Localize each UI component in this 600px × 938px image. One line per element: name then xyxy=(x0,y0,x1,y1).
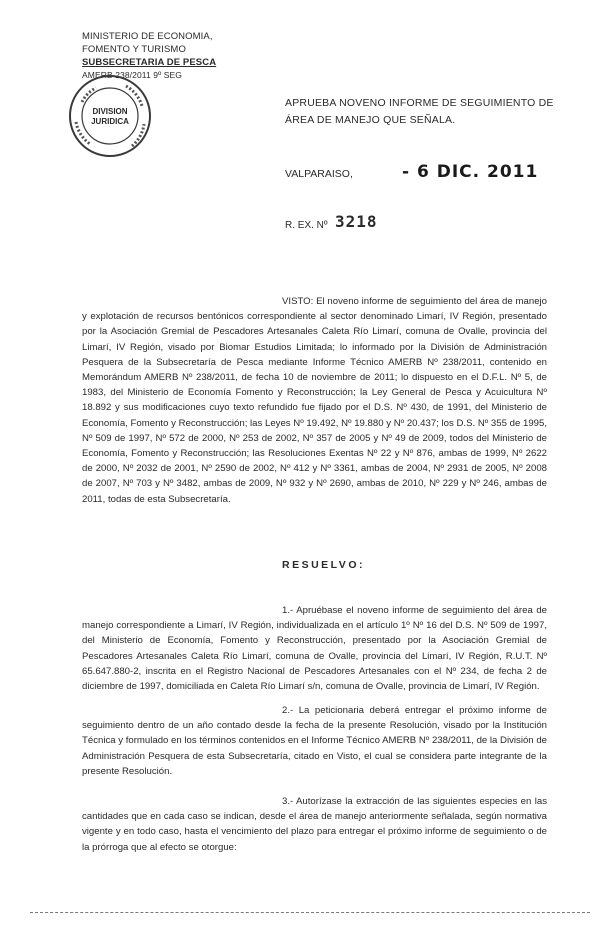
stamp-text-juridica: JURIDICA xyxy=(91,117,129,126)
letterhead-ministry: MINISTERIO DE ECONOMIA, xyxy=(82,31,213,42)
resuelvo-heading: RESUELVO: xyxy=(282,559,365,571)
article-1-text: 1.- Apruébase el noveno informe de seguimiento del área de manejo correspondiente a Limarí, IV Región, individualizada en el artículo 1º Nº 16 del D.S. Nº 509 de 1997, del Ministerio de Economía, Fomento y Reconstrucción, presentado por la Asociación Gremial de Pescadores Artesanales Caleta Río Limarí, comuna de Ovalle, provincia del Limarí, IV Región, R.U.T. Nº 65.647.880-2, inscrita en el Registro Nacional de Pescadores Artesanales con el Nº 234, de fecha 2 de diciembre de 1997, domiciliada en Caleta Río Limarí s/n, comuna de Ovalle, provincia de Limarí, IV Región. xyxy=(82,605,547,693)
page-bottom-dashed-rule xyxy=(30,912,590,921)
document-subject: APRUEBA NOVENO INFORME DE SEGUIMIENTO DE ÁREA DE MANEJO QUE SEÑALA. xyxy=(285,97,554,126)
article-3-text: 3.- Autorízase la extracción de las siguientes especies en las cantidades que en cada caso se indican, desde el área de manejo anteriormente señalada, según normativa vigente y en todo caso, hasta el vencimiento del plazo para entregar el próximo informe de seguimiento o de la prórroga que al efecto se otorgue: xyxy=(82,796,547,853)
visto-paragraph: VISTO: El noveno informe de seguimiento del área de manejo y explotación de recursos bentónicos correspondiente al sector denominado Limarí, IV Región, presentado por la Asociación Gremial de Pescadores Artesanales Caleta Río Limarí, comuna de Ovalle, provincia del Limarí, IV Región, visado por Biomar Estudios Limitada; lo informado por la División de Administración Pesquera de la Subsecretaría de Pesca mediante Informe Técnico AMERB Nº 238/2011, contenido en Memorándum AMERB Nº 238/2011, de fecha 10 de noviembre de 2011; lo dispuesto en el D.F.L. Nº 5, de 1983, del Ministerio de Economía Fomento y Reconstrucción; la Ley General de Pesca y Acuicultura Nº 18.892 y sus modificaciones cuyo texto refundido fue fijado por el D.S. Nº 430, de 1991, del Ministerio de Economía, Fomento y Reconstrucción; las Leyes Nº 19.492, Nº 19.880 y Nº 20.437; los D.S. Nº 355 de 1995, Nº 509 de 1997, Nº 572 de 2000, Nº 253 de 2002, Nº 357 de 2005 y Nº 49 de 2009, todos del Ministerio de Economía, Fomento y Reconstrucción; las Resoluciones Exentas Nº 22 y Nº 876, ambas de 1999, Nº 2622 de 2000, Nº 2032 de 2001, Nº 2590 de 2002, Nº 412 y Nº 3361, ambas de 2004, Nº 2931 de 2005, Nº 2008 de 2007, Nº 703 y Nº 3482, ambas de 2009, Nº 932 y Nº 2690, ambas de 2010, Nº 229 y Nº 246, ambas de 2011, todas de esta Subsecretaría. xyxy=(82,296,547,505)
resolution-article-2 xyxy=(82,703,547,779)
rex-number: 3218 xyxy=(335,212,378,231)
stamp-text-division: DIVISION xyxy=(92,107,128,116)
date-stamp: - 6 DIC. 2011 xyxy=(402,162,539,182)
letterhead-reference: AMERB 238/2011 9º SEG xyxy=(82,70,183,80)
visto-section xyxy=(82,294,547,507)
letterhead-subsecretaria: SUBSECRETARIA DE PESCA xyxy=(82,57,217,68)
resolution-number xyxy=(285,212,378,231)
article-2-text: 2.- La peticionaria deberá entregar el próximo informe de seguimiento dentro de un año contado desde la fecha de la presente Resolución, visado por la Institución Técnica y formulado en los términos contenidos en el Informe Técnico AMERB Nº 238/2011, de la División de Administración Pesquera de esta Subsecretaría, citado en Visto, el cual se considera parte integrante de la presente Resolución. xyxy=(82,705,547,777)
place-label: VALPARAISO, xyxy=(285,168,353,180)
resolution-article-3 xyxy=(82,794,547,855)
place-date xyxy=(285,162,539,182)
rex-label: R. EX. Nº xyxy=(285,220,328,231)
letterhead-ministry-2: FOMENTO Y TURISMO xyxy=(82,44,186,55)
resolution-article-1 xyxy=(82,603,547,694)
division-juridica-stamp xyxy=(66,72,154,160)
